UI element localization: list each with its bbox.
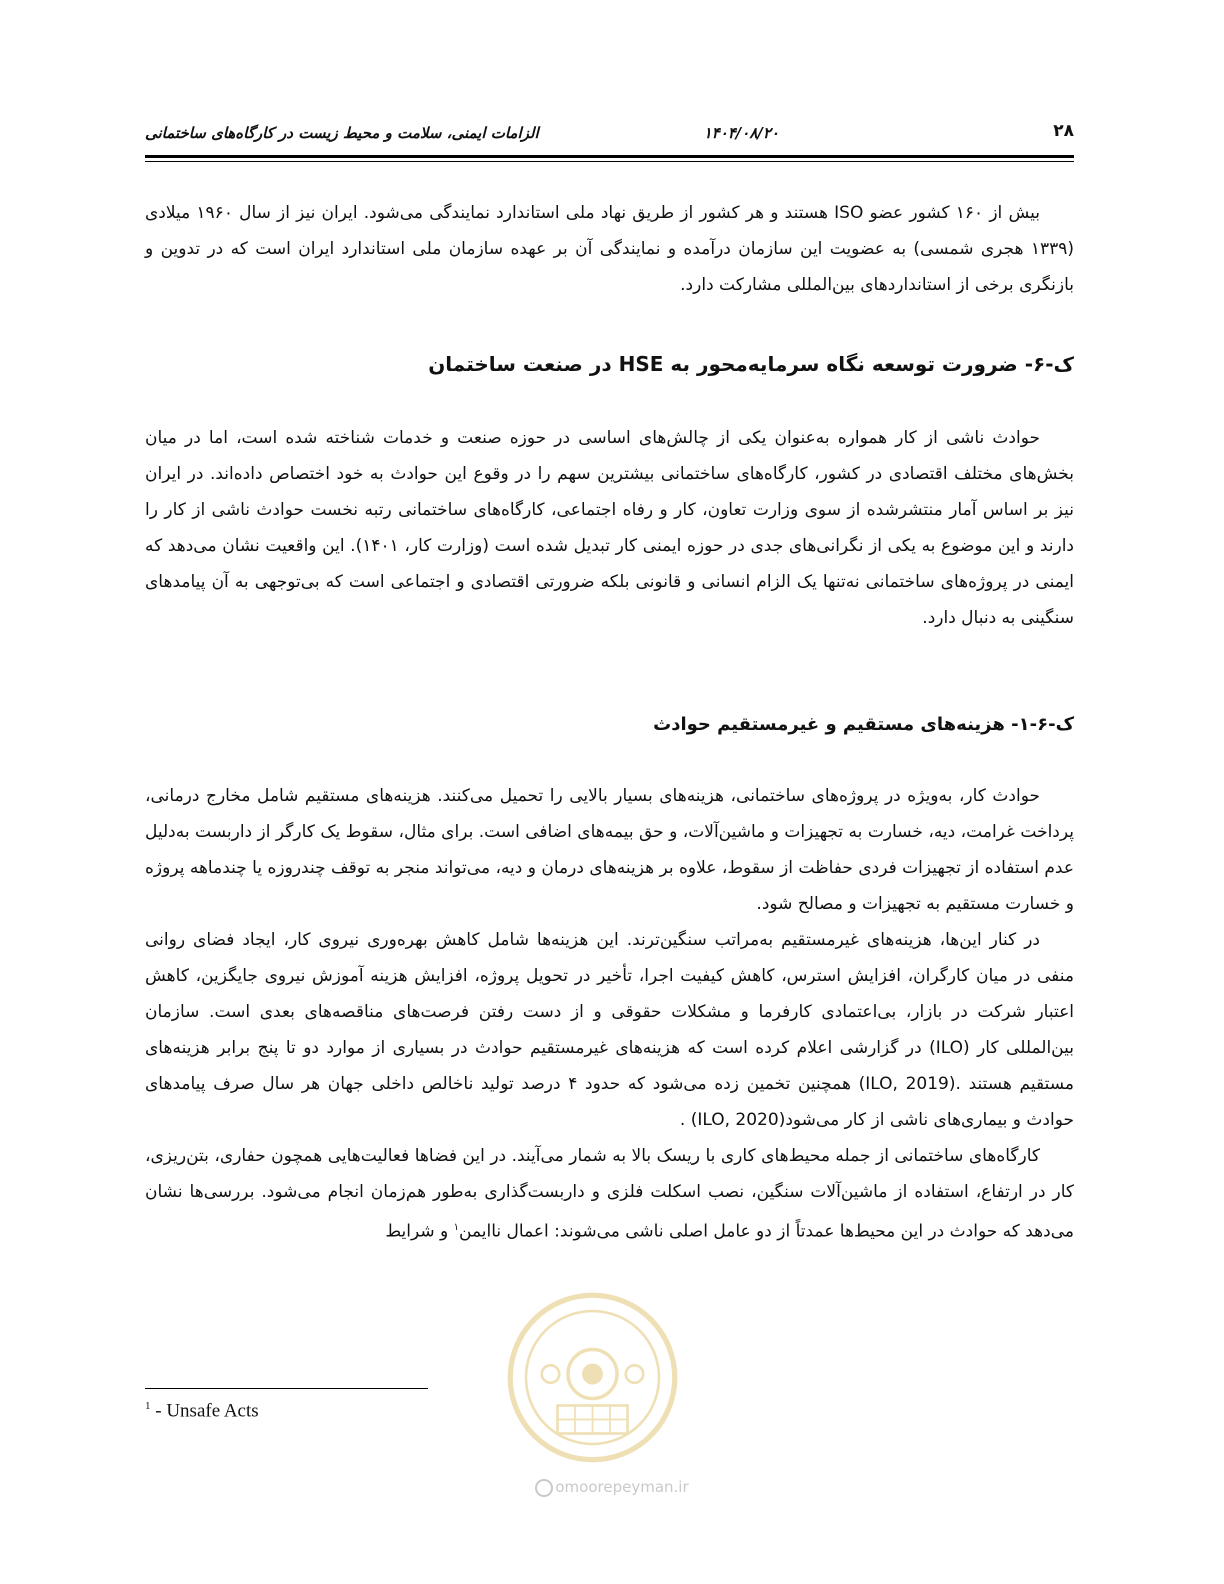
header-rule-thin (145, 161, 1074, 162)
section-body (145, 420, 1074, 636)
section-intro (145, 195, 1074, 303)
footnote-rule (145, 1388, 428, 1389)
paragraph: در کنار این‌ها، هزینه‌های غیرمستقیم به‌مراتب سنگین‌ترند. این هزینه‌ها شامل کاهش بهره‌وری نیروی کار، ایجاد فضای روانی منفی در میان کارگران، افزایش استرس، کاهش کیفیت اجرا، تأخیر در تحویل پروژه، افزایش هزینه آموزش نیروی جایگزین، کاهش اعتبار شرکت در بازار، بی‌اعتمادی کارفرما و مشکلات حقوقی و از دست رفتن فرصت‌های مناقصه‌های بعدی است. سازمان بین‌المللی کار (ILO) در گزارشی اعلام کرده است که هزینه‌های غیرمستقیم حوادث در بسیاری از موارد دو تا پنج برابر هزینه‌های مستقیم هستند .(ILO, 2019) همچنین تخمین زده می‌شود که حدود ۴ درصد تولید ناخالص داخلی جهان هر سال صرف پیامدهای حوادث و بیماری‌های ناشی از کار می‌شود(ILO, 2020) . (145, 930, 1074, 1130)
subsection-body (145, 778, 1074, 1250)
header-title: الزامات ایمنی، سلامت و محیط زیست در کارگاه‌های ساختمانی (145, 124, 539, 142)
header-date: ۱۴۰۴/۰۸/۲۰ (703, 124, 779, 142)
header-rule-thick (145, 155, 1074, 158)
paragraph-text-end: و شرایط (385, 1221, 454, 1242)
paragraph (145, 1138, 1074, 1250)
watermark-text: omoorepeyman.ir (555, 1478, 689, 1496)
paragraph: بیش از ۱۶۰ کشور عضو ISO هستند و هر کشور از طریق نهاد ملی استاندارد نمایندگی می‌شود. ایران نیز از سال ۱۹۶۰ میلادی (۱۳۳۹ هجری شمسی) به عضویت این سازمان درآمده و نمایندگی آن بر عهده سازمان ملی استاندارد ایران است که در تدوین و بازنگری برخی از استانداردهای بین‌المللی مشارکت دارد. (145, 203, 1074, 295)
footnote-marker: 1 (145, 1400, 151, 1412)
page-number: ۲۸ (1053, 121, 1074, 141)
paragraph-text: کارگاه‌های ساختمانی از جمله محیط‌های کاری با ریسک بالا به شمار می‌آیند. در این فضاها فعالیت‌هایی همچون حفاری، بتن‌ریزی، کار در ارتفاع، استفاده از ماشین‌آلات سنگین، نصب اسکلت فلزی و داربست‌گذاری به‌طور هم‌زمان انجام می‌شود. بررسی‌ها نشان می‌دهد که حوادث در این محیط‌ها عمدتاً از دو عامل اصلی ناشی می‌شوند: اعمال ناایمن (145, 1146, 1074, 1242)
footnote-reference[interactable]: ۱ (453, 1222, 459, 1233)
subsection-heading: ک-۶-۱- هزینه‌های مستقیم و غیرمستقیم حوادث (653, 714, 1074, 735)
footnote-text: - Unsafe Acts (150, 1400, 259, 1422)
page-header (145, 118, 1074, 148)
footnote (145, 1400, 259, 1422)
paragraph: حوادث ناشی از کار همواره به‌عنوان یکی از چالش‌های اساسی در حوزه صنعت و خدمات شناخته شده است، اما در میان بخش‌های مختلف اقتصادی در کشور، کارگاه‌های ساختمانی بیشترین سهم را در وقوع این حوادث به خود اختصاص داده‌اند. در ایران نیز بر اساس آمار منتشرشده از سوی وزارت تعاون، کار و رفاه اجتماعی، کارگاه‌های ساختمانی رتبه نخست حوادث ناشی از کار را دارند و این موضوع به یکی از نگرانی‌های جدی در حوزه ایمنی کار تبدیل شده است (وزارت کار، ۱۴۰۱). این واقعیت نشان می‌دهد که ایمنی در پروژه‌های ساختمانی نه‌تنها یک الزام انسانی و قانونی بلکه ضرورتی اقتصادی و اجتماعی است که بی‌توجهی به آن پیامدهای سنگینی به دنبال دارد. (145, 428, 1074, 628)
section-heading: ک-۶- ضرورت توسعه نگاه سرمایه‌محور به HSE در صنعت ساختمان (428, 352, 1074, 376)
paragraph: حوادث کار، به‌ویژه در پروژه‌های ساختمانی، هزینه‌های بسیار بالایی را تحمیل می‌کنند. هزینه‌های مستقیم شامل مخارج درمانی، پرداخت غرامت، دیه، خسارت به تجهیزات و ماشین‌آلات، و حق بیمه‌های اضافی است. برای مثال، سقوط یک کارگر از داربست به‌دلیل عدم استفاده از تجهیزات فردی حفاظت از سقوط، علاوه بر هزینه‌های درمان و دیه، می‌تواند منجر به توقف چندروزه یا چندماهه پروژه و خسارت مستقیم به تجهیزات و مصالح شود. (145, 786, 1074, 914)
instagram-icon (535, 1479, 553, 1497)
watermark-seal (505, 1290, 680, 1465)
watermark-url (0, 1478, 1224, 1497)
